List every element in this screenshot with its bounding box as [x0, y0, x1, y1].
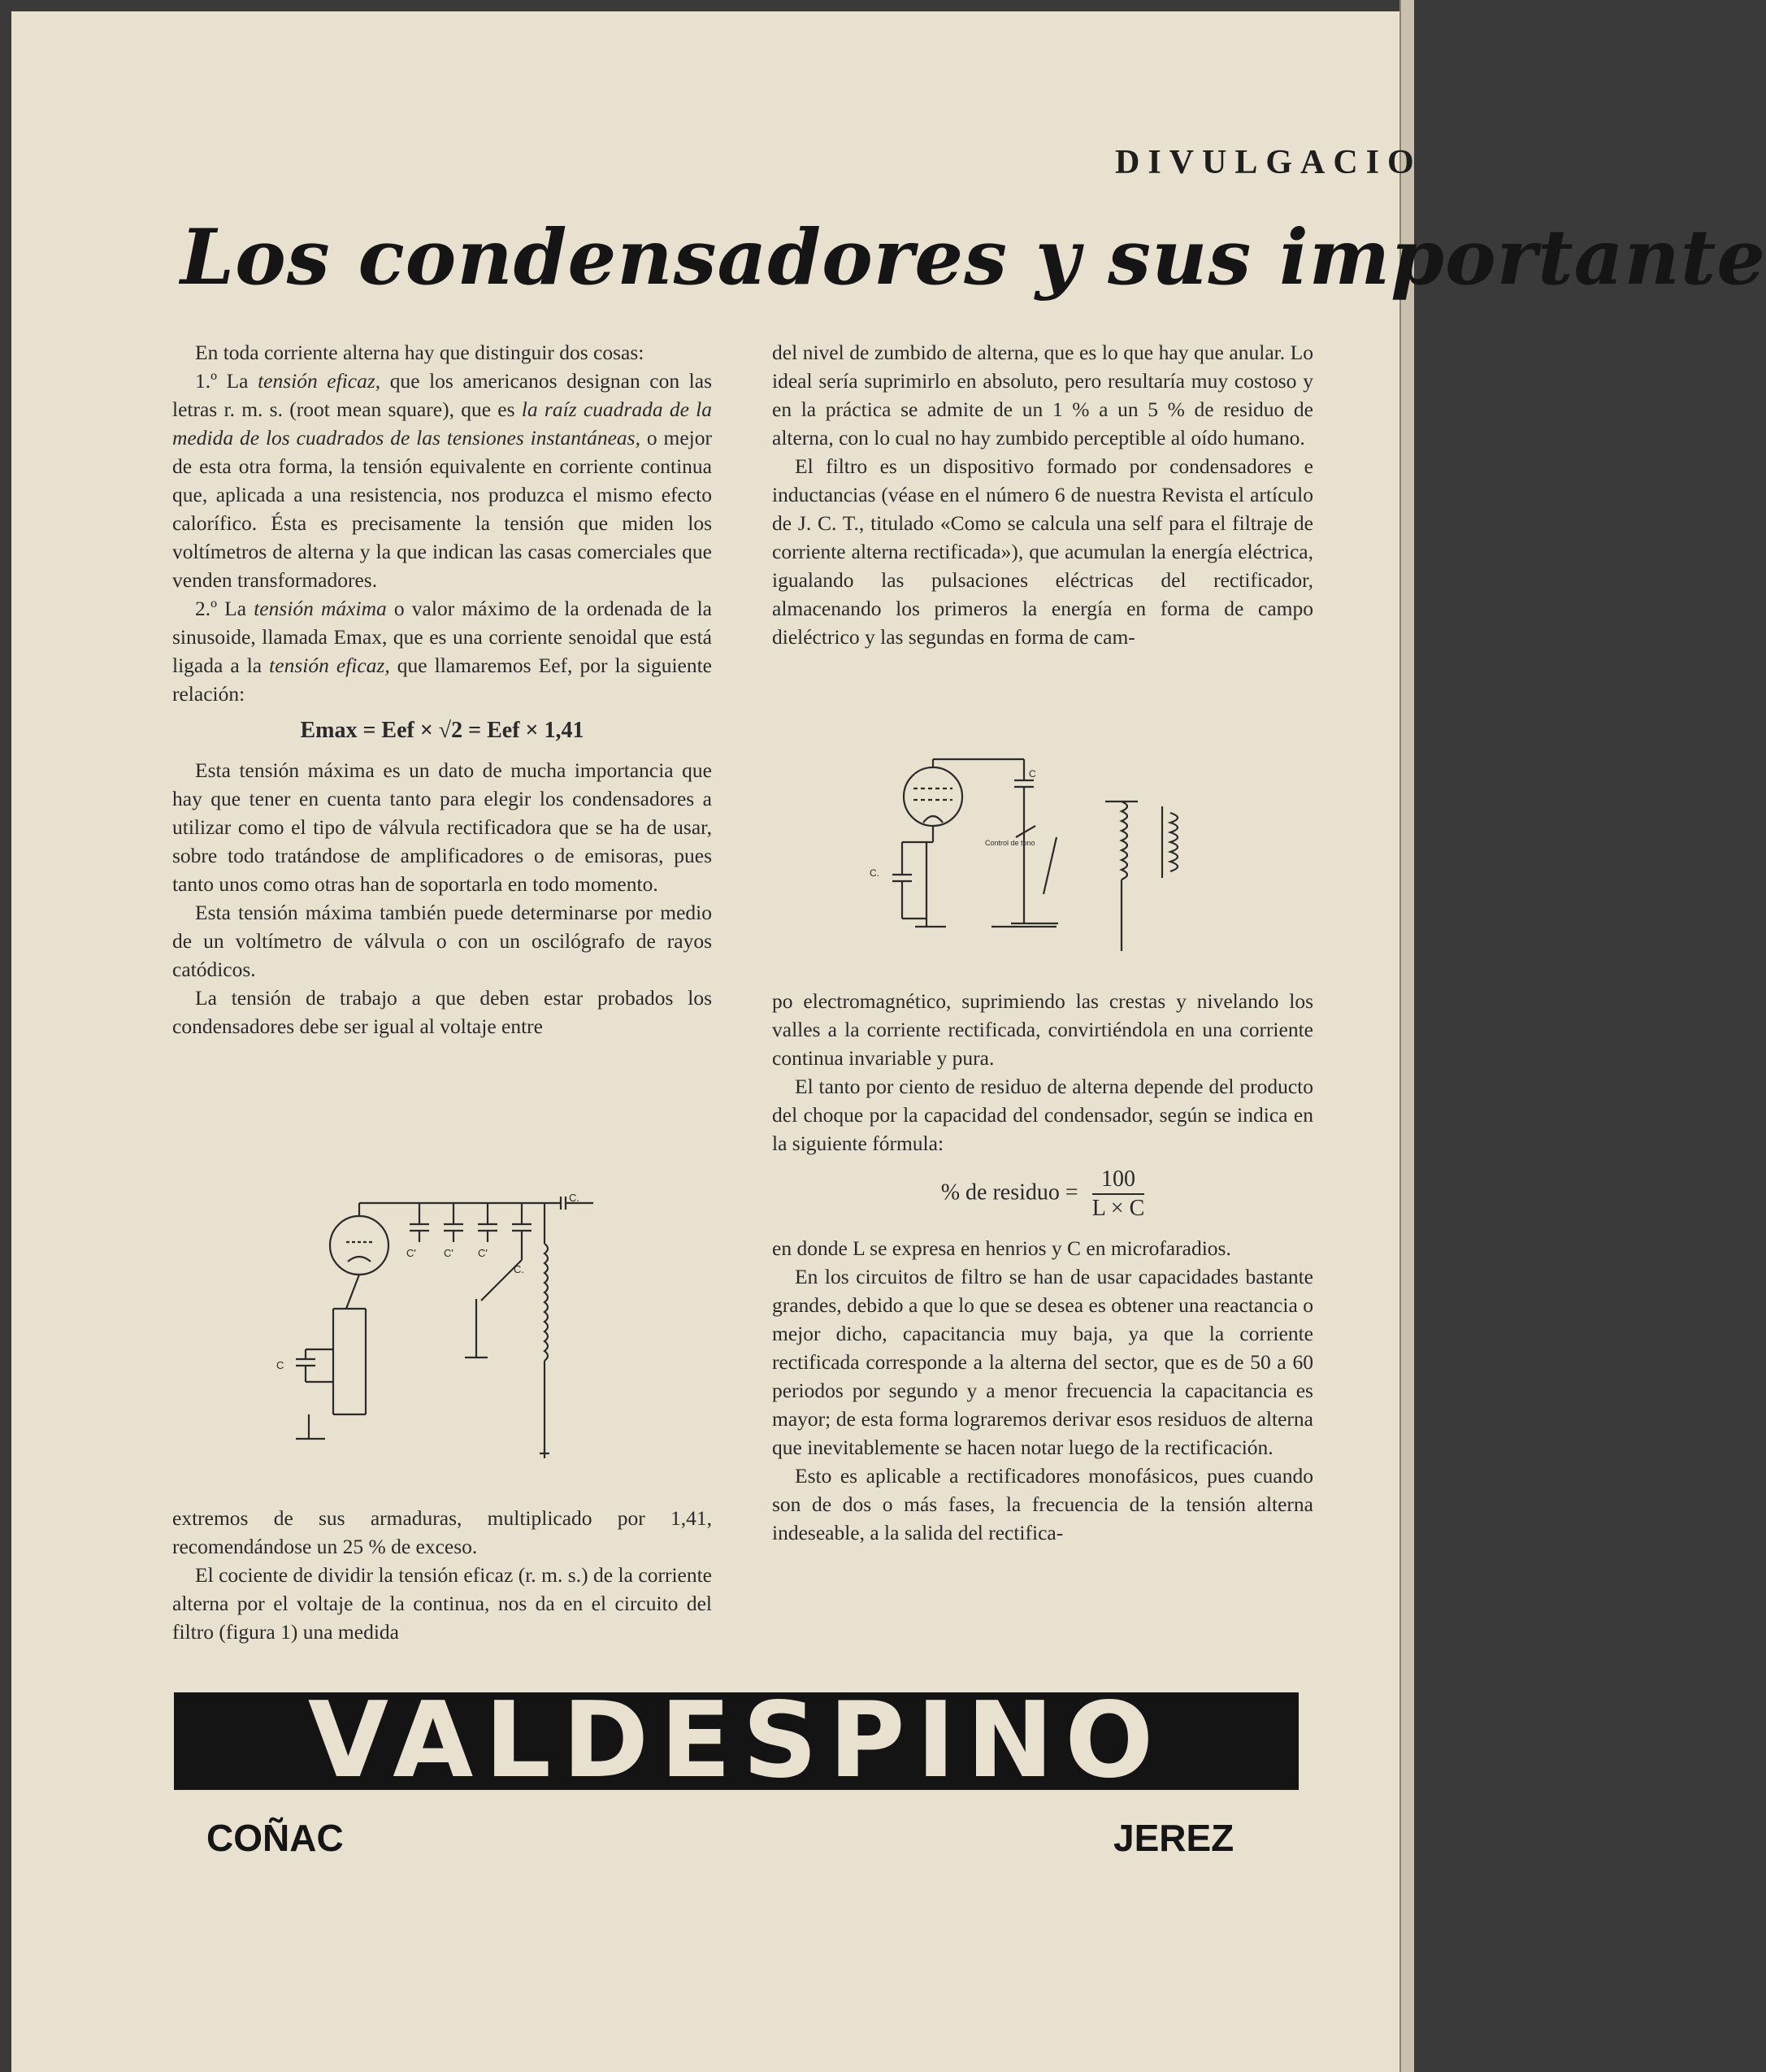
paragraph: Esta tensión máxima es un dato de mucha importancia que hay que tener en cuenta tanto para elegir los condensadores a utilizar como el tipo de válvula rectificadora que se ha de usar, sobre todo tratándose de amplificadores o de emisoras, pues tanto unos como otras han de soportarla en todo momento. — [172, 758, 712, 896]
article-title: Los condensadores y sus importante — [180, 213, 1766, 302]
figure-label: C' — [478, 1247, 488, 1259]
tone-control-circuit-figure — [845, 756, 1252, 967]
ad-brand: VALDESPINO — [307, 1680, 1165, 1801]
control-arrow — [1044, 837, 1057, 894]
figure-label: Control de tono — [985, 839, 1035, 847]
secondary-coil-icon — [1170, 813, 1178, 871]
paragraph: 1.º La tensión eficaz, que los americanos designan con las letras r. m. s. (root mean square), que es la raíz cuadrada de la medida de los cuadrados de las tensiones instantáneas, o mejor de esta otra forma, la tensión equivalente en corriente continua que, aplicada a una resistencia, nos produzca el mismo efecto calorífico. Ésta es precisamente la tensión que miden los voltímetros de alterna y la que indican las casas comerciales que venden transformadores. — [172, 369, 712, 592]
paragraph: Esto es aplicable a rectificadores monofásicos, pues cuando son de dos o más fases, la frecuencia de la tensión alterna indeseable, a la salida del rectifica- — [772, 1464, 1313, 1544]
paragraph: Esta tensión máxima también puede determinarse por medio de un voltímetro de válvula o con un oscilógrafo de rayos catódicos. — [172, 901, 712, 981]
figure-label: C' — [406, 1247, 416, 1259]
paragraph: En los circuitos de filtro se han de usar capacidades bastante grandes, debido a que lo que se desea es obtener una reactancia o mejor dicho, capacitancia muy baja, ya que la corriente rectificada corresponde a la alterna del sector, que es de 50 a 60 periodos por segundo y a menor frecuencia la capacitancia es mayor; de esta forma lograremos derivar esos residuos de alterna que inevitablemente se hacen notar luego de la rectificación. — [772, 1265, 1313, 1459]
ad-product: COÑAC — [206, 1817, 344, 1859]
left-column-lower — [172, 1504, 712, 1646]
vacuum-tube-icon — [904, 767, 962, 826]
right-column-lower — [772, 987, 1313, 1547]
paragraph: 2.º La tensión máxima o valor máximo de la ordenada de la sinusoide, llamada Emax, que es una corriente senoidal que está ligada a la tensión eficaz, que llamaremos Eef, por la siguiente relación: — [172, 597, 713, 706]
section-tag: DIVULGACIO — [1115, 144, 1422, 181]
figure-label: C' — [444, 1247, 453, 1259]
paragraph: po electromagnético, suprimiendo las crestas y nivelando los valles a la corriente rectificada, convirtiéndola en una corriente continua invariable y pura. — [772, 989, 1313, 1070]
figure-label: C. — [569, 1192, 579, 1204]
left-column-upper — [172, 338, 712, 1040]
paragraph: El tanto por ciento de residuo de alterna depende del producto del choque por la capacidad del condensador, según se indica en la siguiente fórmula: — [772, 1075, 1313, 1155]
paragraph: en donde L se expresa en henrios y C en microfaradios. — [772, 1236, 1231, 1260]
inductor-coil-icon — [1122, 801, 1127, 880]
figure-label: C. — [870, 867, 879, 879]
vacuum-tube-icon — [330, 1216, 388, 1275]
formula-residue: % de residuo = $\frac{100}{L \times C}$ — [940, 1166, 1145, 1221]
paragraph: El cociente de dividir la tensión eficaz (r. m. s.) de la corriente alterna por el voltaje de la continua, nos da en el circuito del filtro (figura 1) una medida — [172, 1563, 712, 1644]
right-column-upper — [772, 338, 1313, 651]
paragraph: La tensión de trabajo a que deben estar probados los condensadores debe ser igual al voltaje entre — [172, 986, 712, 1038]
paragraph: extremos de sus armaduras, multiplicado por 1,41, recomendándose un 25 % de exceso. — [172, 1506, 712, 1558]
rectifier-circuit-figure — [244, 1192, 601, 1471]
figure-label: C — [1029, 768, 1036, 780]
paragraph: En toda corriente alterna hay que distinguir dos cosas: — [195, 341, 644, 364]
formula-emax: Emax = Eef × √2 = Eef × 1,41 — [300, 718, 584, 743]
paragraph: del nivel de zumbido de alterna, que es lo que hay que anular. Lo ideal sería suprimirlo en absoluto, pero resultaría muy costoso y en la práctica se admite de un 1 % a un 5 % de residuo de alterna, con lo cual no hay zumbido perceptible al oído humano. — [772, 341, 1313, 450]
ad-origin: JEREZ — [1113, 1817, 1234, 1859]
paragraph: El filtro es un dispositivo formado por condensadores e inductancias (véase en el número 6 de nuestra Revista el artículo de J. C. T., titulado «Como se calcula una self para el filtraje de corriente alterna rectificada»), que acumulan la energía eléctrica, igualando las pulsaciones eléctricas del rectificador, almacenando los primeros la energía en forma de campo dieléctrico y las segundas en forma de cam- — [772, 454, 1313, 649]
figure-label: C. — [514, 1263, 524, 1275]
choke-coil-icon — [545, 1244, 548, 1361]
next-page-edge — [1399, 0, 1414, 2072]
ad-banner — [174, 1680, 1299, 1801]
figure-label: C — [276, 1359, 284, 1371]
